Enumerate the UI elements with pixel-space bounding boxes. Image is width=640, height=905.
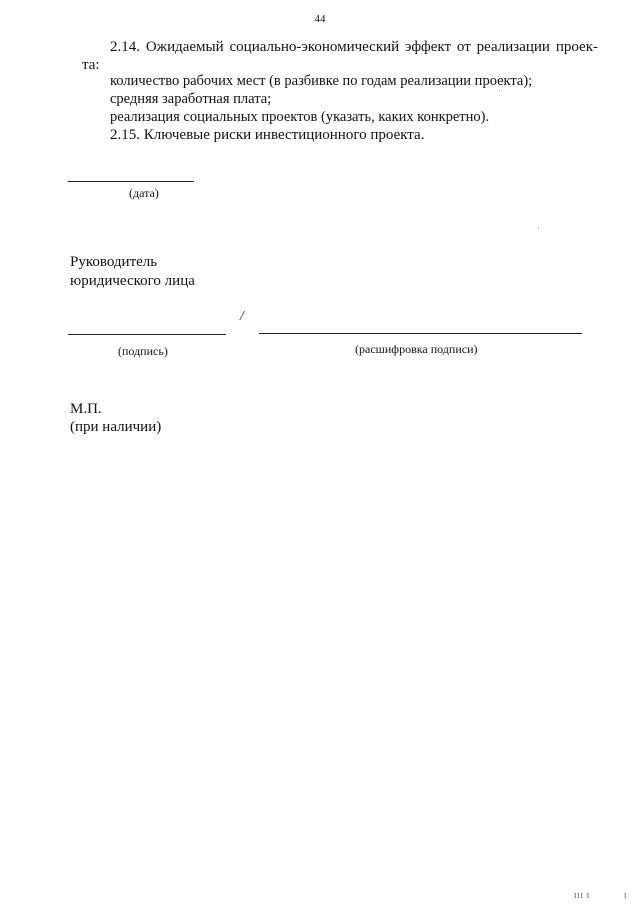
head-label-line1: Руководитель	[70, 254, 158, 270]
list-item-social-projects: реализация социальных проектов (указать, каких конкретно).	[110, 109, 490, 125]
page-number: 44	[314, 13, 326, 25]
scan-speck	[499, 90, 500, 91]
signature-separator: /	[240, 309, 244, 324]
seal-label: М.П.	[70, 401, 102, 417]
head-label-line2: юридического лица	[70, 273, 195, 289]
signature-decode-line	[259, 333, 582, 334]
footer-scan-mark-2: I	[624, 892, 627, 900]
section-2-15-heading: 2.15. Ключевые риски инвестиционного проекта.	[110, 127, 425, 143]
scan-speck	[538, 228, 539, 229]
seal-note: (при наличии)	[70, 419, 162, 435]
list-item-jobs: количество рабочих мест (в разбивке по годам реализации проекта);	[110, 73, 533, 89]
section-2-14-continuation: та:	[82, 57, 100, 73]
section-2-14-heading: 2.14. Ожидаемый социально-экономический эффект от реализации проек-	[110, 39, 598, 55]
date-caption: (дата)	[129, 186, 159, 200]
list-item-salary: средняя заработная плата;	[110, 91, 272, 107]
footer-scan-mark: III I	[574, 892, 591, 900]
signature-line	[68, 334, 226, 335]
date-line	[68, 181, 194, 182]
signature-decode-caption: (расшифровка подписи)	[355, 342, 478, 356]
signature-caption: (подпись)	[118, 344, 168, 358]
